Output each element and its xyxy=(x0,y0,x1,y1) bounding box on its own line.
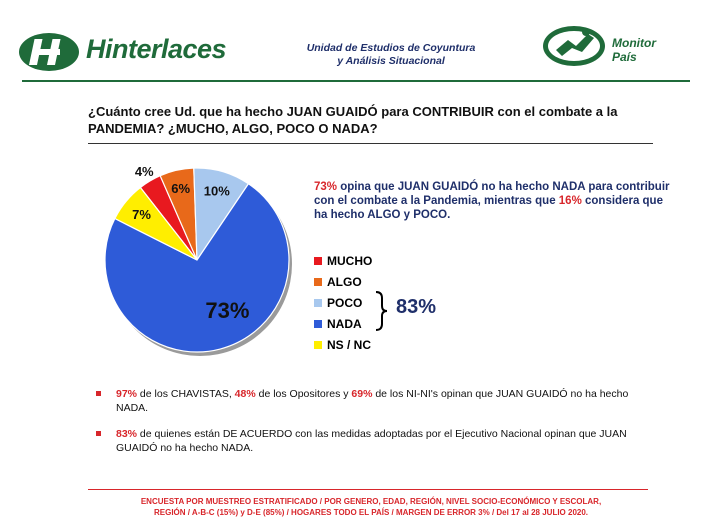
unit-title xyxy=(284,42,498,68)
footer-line1: ENCUESTA POR MUESTREO ESTRATIFICADO / POR GENERO, EDAD, REGIÓN, NIVEL SOCIO-ECONÓMICO Y ESCOLAR, xyxy=(140,497,602,506)
bullet-text-part: de los NI-NI's opinan que JUAN GUAIDÓ no ha hecho NADA. xyxy=(116,388,629,414)
chart-legend xyxy=(314,250,372,355)
legend-item-poco xyxy=(314,292,372,313)
bullet-text xyxy=(116,388,628,414)
bracket-icon xyxy=(374,290,388,332)
legend-label: NS / NC xyxy=(327,337,372,352)
legend-item-mucho xyxy=(314,250,372,271)
pie-label-poco: 10% xyxy=(203,183,230,199)
legend-swatch xyxy=(314,299,322,307)
bullet-percent: 48% xyxy=(234,388,256,400)
legend-label: ALGO xyxy=(327,274,362,289)
legend-swatch xyxy=(314,257,322,265)
unit-title-line2: y Análisis Situacional xyxy=(337,55,445,67)
legend-swatch xyxy=(314,320,322,328)
summary-percent-algo-poco: 16% xyxy=(558,195,582,207)
bullet-text-part: de los CHAVISTAS, xyxy=(137,388,235,400)
bullet-percent: 69% xyxy=(351,388,373,400)
legend-item-algo xyxy=(314,271,372,292)
summary-text-part1: opina que JUAN GUAIDÓ no ha hecho NADA para contribuir con el combate a la Pandemia, mientras que xyxy=(314,181,670,207)
bullet-text-part: de los Opositores y xyxy=(255,388,352,400)
bullet-text-part: de quienes están DE ACUERDO con las medidas adoptadas por el Ejecutivo Nacional opinan que JUAN GUAIDÓ no ha hecho NADA. xyxy=(116,428,627,454)
legend-item-nada xyxy=(314,313,372,334)
bullet-point xyxy=(96,387,662,415)
unit-title-line1: Unidad de Estudios de Coyuntura xyxy=(306,42,476,54)
legend-item-ns-nc xyxy=(314,334,372,355)
monitor-pais-emblem-icon xyxy=(542,22,608,68)
footer-line2: REGIÓN / A-B-C (15%) y D-E (85%) / HOGARES TODO EL PAÍS / MARGEN DE ERROR 3% / Del 17 al 28 JULIO 2020. xyxy=(153,508,589,517)
methodology-footer xyxy=(96,496,646,518)
pie-label-nada: 73% xyxy=(205,297,250,323)
bracket-total-value: 83% xyxy=(396,296,437,318)
bullet-marker-icon xyxy=(96,431,101,436)
hinterlaces-wordmark: Hinterlaces xyxy=(86,34,227,64)
monitor-pais-logo xyxy=(542,22,692,70)
monitor-text-line2: País xyxy=(612,50,637,64)
pie-label-algo: 6% xyxy=(171,180,191,196)
bullet-percent: 83% xyxy=(116,428,138,440)
summary-text-part2: considera que ha hecho ALGO y POCO. xyxy=(314,195,663,221)
legend-label: POCO xyxy=(327,295,363,310)
legend-swatch xyxy=(314,341,322,349)
hinterlaces-h-icon xyxy=(18,32,80,72)
bullet-text xyxy=(116,428,627,454)
monitor-text-line1: Monitor xyxy=(612,36,656,50)
legend-label: MUCHO xyxy=(327,253,373,268)
pie-label-mucho: 4% xyxy=(134,164,154,180)
header-divider xyxy=(22,80,690,82)
bullet-point xyxy=(96,427,662,455)
bullet-percent: 97% xyxy=(116,388,138,400)
summary-text xyxy=(314,180,674,222)
pie-chart xyxy=(80,160,320,360)
legend-swatch xyxy=(314,278,322,286)
pie-label-ns-nc: 7% xyxy=(132,207,151,223)
question-divider xyxy=(88,143,653,144)
legend-label: NADA xyxy=(327,316,362,331)
survey-question: ¿Cuánto cree Ud. que ha hecho JUAN GUAIDÓ para CONTRIBUIR con el combate a la PANDEMIA? ¿MUCHO, ALGO, POCO O NADA? xyxy=(88,104,618,136)
bullet-marker-icon xyxy=(96,391,101,396)
summary-percent-nada: 73% xyxy=(314,181,338,193)
footer-divider xyxy=(88,489,648,490)
hinterlaces-logo xyxy=(18,30,248,74)
monitor-pais-text xyxy=(612,36,656,64)
